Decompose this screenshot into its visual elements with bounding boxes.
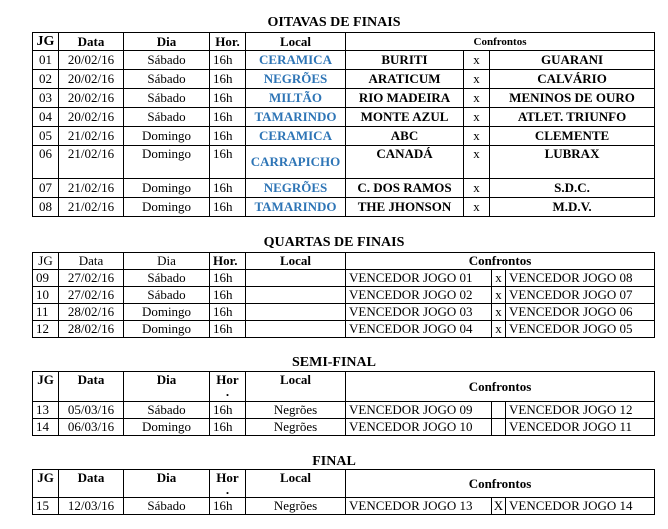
cell-jg: 12 xyxy=(33,321,59,338)
cell-versus: x xyxy=(464,51,490,70)
table-row xyxy=(33,70,655,89)
cell-local xyxy=(246,304,346,321)
cell-local xyxy=(246,270,346,287)
header-hor-dot: . xyxy=(225,482,230,497)
cell-dia: Domingo xyxy=(124,146,210,179)
table-row xyxy=(33,108,655,127)
cell-versus: x xyxy=(464,179,490,198)
cell-jg: 05 xyxy=(33,127,59,146)
cell-away-team: VENCEDOR JOGO 07 xyxy=(506,287,655,304)
cell-local xyxy=(246,321,346,338)
cell-data: 28/02/16 xyxy=(59,304,124,321)
table-row xyxy=(33,179,655,198)
cell-jg: 09 xyxy=(33,270,59,287)
header-data: Data xyxy=(59,253,124,270)
cell-home-team: VENCEDOR JOGO 10 xyxy=(346,419,492,436)
cell-jg: 14 xyxy=(33,419,59,436)
cell-local: Negrões xyxy=(246,498,346,515)
cell-home-team: C. DOS RAMOS xyxy=(346,179,464,198)
cell-local: NEGRÕES xyxy=(246,179,346,198)
table-row xyxy=(33,51,655,70)
cell-local: TAMARINDO xyxy=(246,108,346,127)
cell-hor: 16h xyxy=(210,304,246,321)
cell-versus: x xyxy=(464,127,490,146)
cell-versus: x xyxy=(464,89,490,108)
cell-away-team: GUARANI xyxy=(490,51,655,70)
table-row xyxy=(33,89,655,108)
table-row xyxy=(33,270,655,287)
cell-away-team: LUBRAX xyxy=(490,146,655,179)
cell-away-team: CALVÁRIO xyxy=(490,70,655,89)
cell-hor: 16h xyxy=(210,89,246,108)
header-dia: Dia xyxy=(124,33,210,51)
cell-home-team: VENCEDOR JOGO 13 xyxy=(346,498,492,515)
header-confrontos: Confrontos xyxy=(346,372,655,402)
cell-home-team: VENCEDOR JOGO 02 xyxy=(346,287,492,304)
cell-jg: 07 xyxy=(33,179,59,198)
cell-home-team: ARATICUM xyxy=(346,70,464,89)
header-dia: Dia xyxy=(124,372,210,402)
cell-data: 21/02/16 xyxy=(59,146,124,179)
final-table xyxy=(32,469,655,515)
cell-data: 20/02/16 xyxy=(59,70,124,89)
header-jg: JG xyxy=(33,470,59,498)
cell-home-team: CANADÁ xyxy=(346,146,464,179)
cell-away-team: VENCEDOR JOGO 05 xyxy=(506,321,655,338)
cell-away-team: VENCEDOR JOGO 11 xyxy=(506,419,655,436)
cell-away-team: M.D.V. xyxy=(490,198,655,217)
header-hor: Hor. xyxy=(210,33,246,51)
cell-hor: 16h xyxy=(210,287,246,304)
table-row xyxy=(33,498,655,515)
header-hor xyxy=(210,372,246,402)
cell-hor: 16h xyxy=(210,70,246,89)
cell-home-team: BURITI xyxy=(346,51,464,70)
cell-dia: Sábado xyxy=(124,51,210,70)
cell-jg: 11 xyxy=(33,304,59,321)
cell-dia: Domingo xyxy=(124,304,210,321)
cell-away-team: CLEMENTE xyxy=(490,127,655,146)
cell-hor: 16h xyxy=(210,198,246,217)
cell-home-team: VENCEDOR JOGO 09 xyxy=(346,402,492,419)
cell-local: CERAMICA xyxy=(246,51,346,70)
cell-versus: x xyxy=(464,108,490,127)
table-row xyxy=(33,304,655,321)
cell-home-team: ABC xyxy=(346,127,464,146)
cell-home-team: RIO MADEIRA xyxy=(346,89,464,108)
cell-local: TAMARINDO xyxy=(246,198,346,217)
header-hor-text: Hor xyxy=(216,372,239,387)
table-row xyxy=(33,287,655,304)
header-data: Data xyxy=(59,33,124,51)
cell-hor: 16h xyxy=(210,402,246,419)
cell-dia: Domingo xyxy=(124,179,210,198)
cell-dia: Sábado xyxy=(124,270,210,287)
header-hor xyxy=(210,470,246,498)
cell-data: 06/03/16 xyxy=(59,419,124,436)
table-row xyxy=(33,146,655,179)
cell-dia: Sábado xyxy=(124,402,210,419)
cell-jg: 13 xyxy=(33,402,59,419)
cell-versus: X xyxy=(492,498,506,515)
table-row xyxy=(33,127,655,146)
cell-away-team: VENCEDOR JOGO 12 xyxy=(506,402,655,419)
semi-title: SEMI-FINAL xyxy=(291,355,376,370)
cell-home-team: THE JHONSON xyxy=(346,198,464,217)
cell-jg: 10 xyxy=(33,287,59,304)
header-jg: JG xyxy=(33,253,59,270)
cell-data: 20/02/16 xyxy=(59,108,124,127)
oitavas-title: OITAVAS DE FINAIS xyxy=(267,15,401,30)
quartas-title: QUARTAS DE FINAIS xyxy=(263,235,405,250)
cell-local: Negrões xyxy=(246,419,346,436)
table-row xyxy=(33,402,655,419)
cell-hor: 16h xyxy=(210,51,246,70)
cell-local: CERAMICA xyxy=(246,127,346,146)
header-confrontos: Confrontos xyxy=(346,470,655,498)
cell-away-team: VENCEDOR JOGO 06 xyxy=(506,304,655,321)
header-local: Local xyxy=(246,372,346,402)
cell-hor: 16h xyxy=(210,179,246,198)
cell-hor: 16h xyxy=(210,321,246,338)
cell-data: 21/02/16 xyxy=(59,198,124,217)
cell-dia: Domingo xyxy=(124,321,210,338)
cell-data: 27/02/16 xyxy=(59,287,124,304)
header-local: Local xyxy=(246,33,346,51)
cell-jg: 06 xyxy=(33,146,59,179)
cell-dia: Sábado xyxy=(124,108,210,127)
header-dia: Dia xyxy=(124,253,210,270)
cell-data: 28/02/16 xyxy=(59,321,124,338)
table-row xyxy=(33,321,655,338)
cell-hor: 16h xyxy=(210,127,246,146)
oitavas-table xyxy=(32,32,655,217)
cell-home-team: VENCEDOR JOGO 03 xyxy=(346,304,492,321)
cell-dia: Domingo xyxy=(124,419,210,436)
cell-versus xyxy=(492,402,506,419)
cell-hor: 16h xyxy=(210,108,246,127)
cell-versus: x xyxy=(464,198,490,217)
cell-jg: 01 xyxy=(33,51,59,70)
header-data: Data xyxy=(59,372,124,402)
cell-data: 21/02/16 xyxy=(59,179,124,198)
cell-jg: 15 xyxy=(33,498,59,515)
cell-jg: 03 xyxy=(33,89,59,108)
cell-hor: 16h xyxy=(210,498,246,515)
cell-data: 20/02/16 xyxy=(59,51,124,70)
cell-away-team: ATLET. TRIUNFO xyxy=(490,108,655,127)
cell-hor: 16h xyxy=(210,146,246,179)
cell-data: 20/02/16 xyxy=(59,89,124,108)
table-row xyxy=(33,198,655,217)
semi-table xyxy=(32,371,655,436)
header-confrontos: Confrontos xyxy=(346,253,655,270)
cell-data: 27/02/16 xyxy=(59,270,124,287)
final-title: FINAL xyxy=(312,454,356,469)
quartas-table xyxy=(32,252,655,338)
header-confrontos: Confrontos xyxy=(346,33,655,51)
header-jg: JG xyxy=(33,33,59,51)
cell-dia: Sábado xyxy=(124,89,210,108)
cell-data: 21/02/16 xyxy=(59,127,124,146)
cell-away-team: VENCEDOR JOGO 08 xyxy=(506,270,655,287)
cell-hor: 16h xyxy=(210,270,246,287)
header-dia: Dia xyxy=(124,470,210,498)
header-local: Local xyxy=(246,253,346,270)
cell-home-team: VENCEDOR JOGO 01 xyxy=(346,270,492,287)
cell-home-team: VENCEDOR JOGO 04 xyxy=(346,321,492,338)
cell-jg: 02 xyxy=(33,70,59,89)
header-jg: JG xyxy=(33,372,59,402)
header-hor-dot: . xyxy=(225,384,230,399)
cell-jg: 04 xyxy=(33,108,59,127)
cell-local: Negrões xyxy=(246,402,346,419)
cell-dia: Sábado xyxy=(124,498,210,515)
cell-versus: x xyxy=(464,146,490,179)
header-hor-text: Hor xyxy=(216,470,239,485)
cell-local: CARRAPICHO xyxy=(246,146,346,179)
cell-jg: 08 xyxy=(33,198,59,217)
cell-away-team: MENINOS DE OURO xyxy=(490,89,655,108)
cell-dia: Domingo xyxy=(124,198,210,217)
cell-home-team: MONTE AZUL xyxy=(346,108,464,127)
cell-versus xyxy=(492,419,506,436)
cell-local: NEGRÕES xyxy=(246,70,346,89)
cell-data: 12/03/16 xyxy=(59,498,124,515)
cell-dia: Sábado xyxy=(124,70,210,89)
header-data: Data xyxy=(59,470,124,498)
cell-versus: x xyxy=(492,321,506,338)
header-local: Local xyxy=(246,470,346,498)
cell-away-team: VENCEDOR JOGO 14 xyxy=(506,498,655,515)
cell-data: 05/03/16 xyxy=(59,402,124,419)
cell-hor: 16h xyxy=(210,419,246,436)
cell-versus: x xyxy=(492,287,506,304)
cell-dia: Sábado xyxy=(124,287,210,304)
cell-local xyxy=(246,287,346,304)
cell-versus: x xyxy=(464,70,490,89)
cell-dia: Domingo xyxy=(124,127,210,146)
cell-versus: x xyxy=(492,270,506,287)
table-row xyxy=(33,419,655,436)
cell-versus: x xyxy=(492,304,506,321)
cell-away-team: S.D.C. xyxy=(490,179,655,198)
cell-local: MILTÃO xyxy=(246,89,346,108)
header-hor: Hor. xyxy=(210,253,246,270)
